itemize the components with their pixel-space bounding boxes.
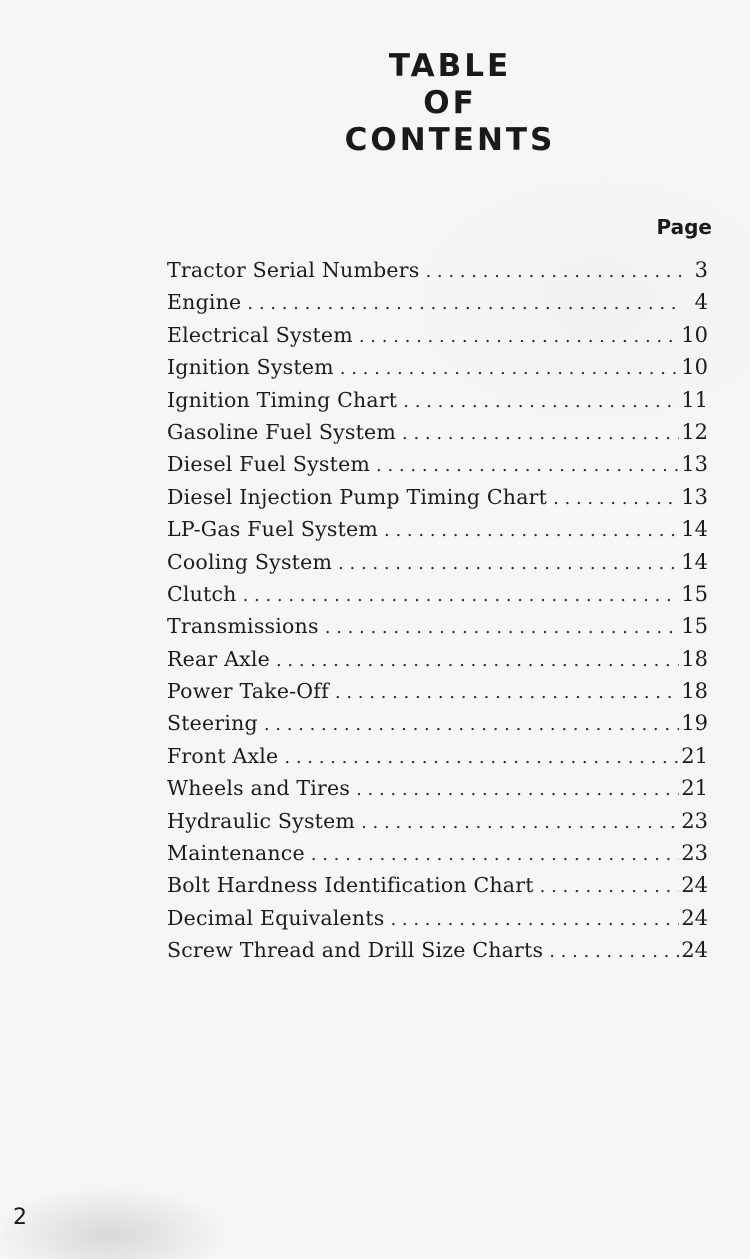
dot-leader (402, 418, 679, 450)
toc-entry-title: Gasoline Fuel System (167, 419, 397, 444)
toc-entry-page: 10 (681, 355, 708, 380)
toc-entry (167, 416, 708, 448)
page-column-label: Page (656, 215, 712, 239)
toc-entry-page: 24 (681, 873, 708, 898)
toc-entry-page: 14 (681, 517, 708, 542)
toc-entry-title: Decimal Equivalents (167, 905, 385, 930)
toc-entry-page: 21 (681, 743, 708, 768)
toc-entry-title: Hydraulic System (167, 808, 356, 833)
toc-entry-page: 11 (681, 387, 708, 412)
dot-leader (540, 871, 680, 903)
toc-entry-page: 14 (681, 549, 708, 574)
toc-entry-title: Front Axle (167, 743, 279, 768)
toc-entry-title: Tractor Serial Numbers (167, 258, 420, 282)
page-title (0, 48, 750, 159)
toc-entry-title: Engine (167, 290, 242, 315)
dot-leader (284, 742, 679, 774)
dot-leader (340, 353, 679, 385)
toc-entry (167, 707, 708, 739)
toc-entry-page: 24 (681, 905, 708, 930)
toc-entry-title: Maintenance (167, 841, 305, 866)
toc-entry-page: 18 (681, 646, 708, 671)
dot-leader (549, 936, 679, 968)
toc-entry-page: 24 (681, 938, 708, 963)
toc-entry-page: 19 (681, 711, 708, 736)
toc-entry (167, 351, 708, 383)
toc-entry-page: 15 (681, 614, 708, 639)
toc-entry-title: Rear Axle (167, 646, 270, 671)
toc-entry-title: Power Take-Off (167, 679, 329, 704)
toc-entry (167, 513, 708, 545)
toc-entry (167, 805, 708, 837)
title-line-table: TABLE (388, 48, 512, 84)
toc-entry-page: 23 (681, 808, 708, 833)
title-line-of: OF (423, 85, 477, 121)
dot-leader (359, 321, 679, 353)
toc-entry (167, 319, 708, 351)
toc-entry-page: 18 (681, 679, 708, 704)
toc-entry (167, 578, 708, 610)
toc-entry-page: 15 (681, 581, 708, 606)
dot-leader (311, 839, 679, 871)
toc-entry-page: 12 (681, 419, 708, 444)
toc-entry-title: Cooling System (167, 549, 333, 574)
toc-entry-page: 21 (681, 776, 708, 801)
toc-entry (167, 286, 708, 318)
toc-entry (167, 448, 708, 480)
toc-entry-page: 3 (694, 258, 708, 282)
dot-leader (335, 677, 679, 709)
toc-entry-title: LP-Gas Fuel System (167, 517, 379, 542)
toc-entry-title: Clutch (167, 581, 237, 606)
dot-leader (403, 386, 679, 418)
dot-leader (356, 774, 679, 806)
toc-list (167, 254, 708, 967)
dot-leader (553, 483, 679, 515)
dot-leader (390, 904, 679, 936)
folio-page-number: 2 (13, 1205, 27, 1230)
toc-entry-page: 10 (681, 322, 708, 347)
title-line-contents: CONTENTS (344, 122, 556, 158)
toc-entry-page: 23 (681, 841, 708, 866)
toc-entry-page: 13 (681, 484, 708, 509)
dot-leader (264, 709, 679, 741)
toc-entry-title: Steering (167, 711, 258, 736)
toc-entry-title: Screw Thread and Drill Size Charts (167, 938, 544, 963)
toc-entry (167, 902, 708, 934)
toc-entry (167, 772, 708, 804)
toc-entry (167, 546, 708, 578)
toc-entry (167, 675, 708, 707)
dot-leader (384, 515, 679, 547)
dot-leader (425, 256, 684, 288)
toc-entry (167, 869, 708, 901)
toc-entry (167, 481, 708, 513)
toc-entry-title: Diesel Injection Pump Timing Chart (167, 484, 548, 509)
toc-entry-title: Diesel Fuel System (167, 452, 371, 477)
toc-entry (167, 934, 708, 966)
dot-leader (243, 580, 680, 612)
toc-entry-page: 13 (681, 452, 708, 477)
toc-entry-title: Ignition Timing Chart (167, 387, 398, 412)
dot-leader (247, 288, 684, 320)
toc-entry-title: Wheels and Tires (167, 776, 351, 801)
toc-entry-title: Ignition System (167, 355, 334, 380)
toc-entry (167, 610, 708, 642)
dot-leader (325, 612, 680, 644)
toc-entry (167, 384, 708, 416)
toc-entry (167, 254, 708, 286)
dot-leader (361, 807, 679, 839)
toc-entry-title: Bolt Hardness Identification Chart (167, 873, 534, 898)
toc-entry-title: Electrical System (167, 322, 353, 347)
toc-entry-title: Transmissions (167, 614, 319, 639)
dot-leader (276, 645, 679, 677)
toc-entry (167, 643, 708, 675)
toc-entry (167, 837, 708, 869)
toc-entry-page: 4 (694, 290, 708, 315)
dot-leader (338, 548, 679, 580)
dot-leader (376, 450, 679, 482)
toc-entry (167, 740, 708, 772)
